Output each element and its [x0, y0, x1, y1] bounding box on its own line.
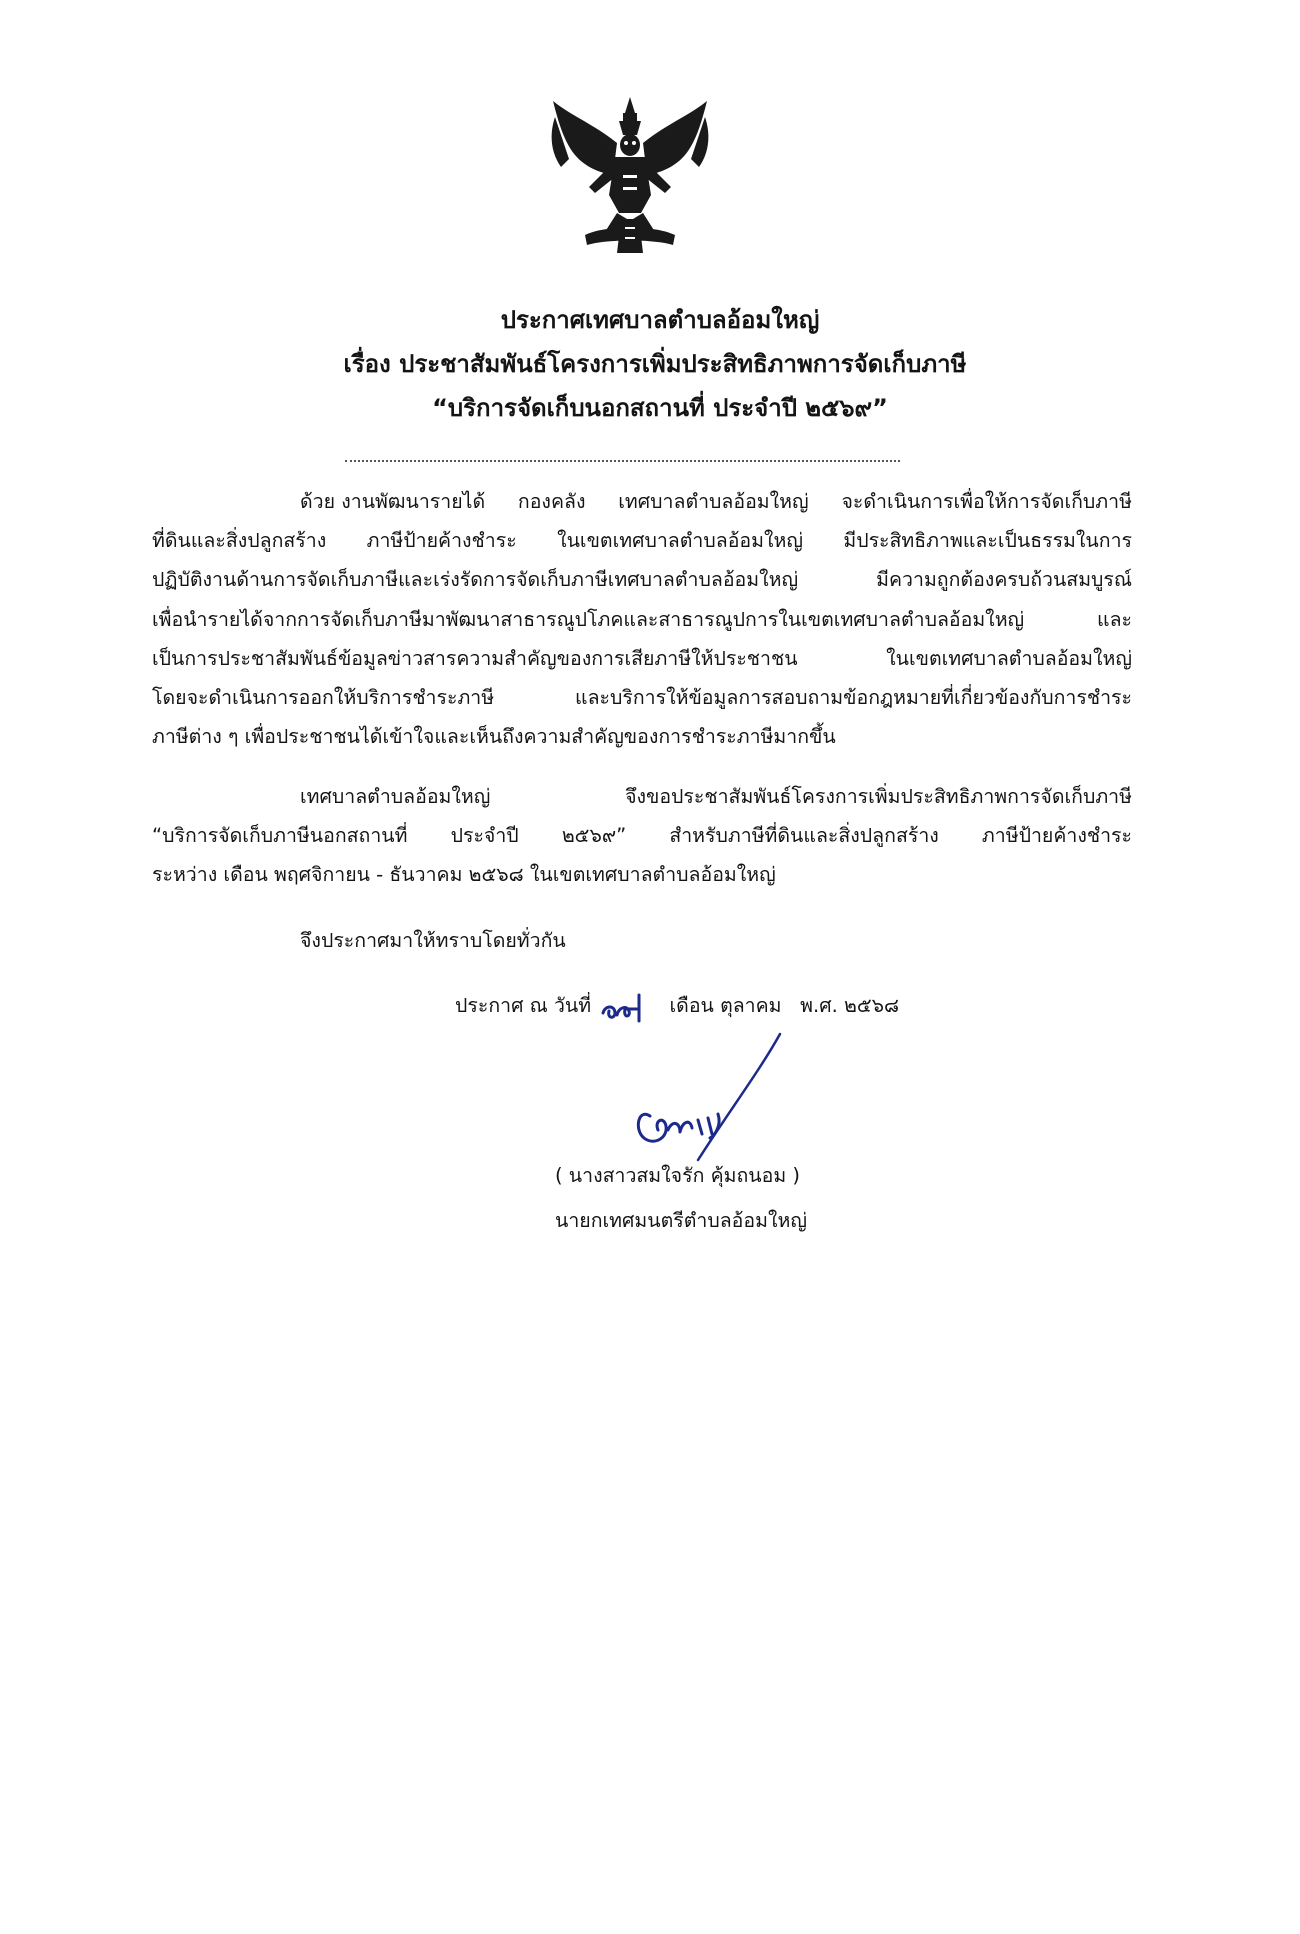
paragraph-line: ด้วย งานพัฒนารายได้ กองคลัง เทศบาลตำบลอ้อมใหญ่ จะดำเนินการเพื่อให้การจัดเก็บภาษี: [300, 490, 1132, 513]
paragraph-line: เทศบาลตำบลอ้อมใหญ่ จึงขอประชาสัมพันธ์โครงการเพิ่มประสิทธิภาพการจัดเก็บภาษี: [300, 785, 1132, 808]
title-line-1: ประกาศเทศบาลตำบลอ้อมใหญ่: [500, 306, 820, 334]
title-line-3: “บริการจัดเก็บนอกสถานที่ ประจำปี ๒๕๖๙”: [432, 394, 888, 422]
paragraph-line: ที่ดินและสิ่งปลูกสร้าง ภาษีป้ายค้างชำระ ในเขตเทศบาลตำบลอ้อมใหญ่ มีประสิทธิภาพและเป็นธรรมในการ: [152, 529, 1132, 553]
paragraph-line: เพื่อนำรายได้จากการจัดเก็บภาษีมาพัฒนาสาธารณูปโภคและสาธารณูปการในเขตเทศบาลตำบลอ้อมใหญ่ และ: [152, 607, 1132, 631]
paragraph-line: เป็นการประชาสัมพันธ์ข้อมูลข่าวสารความสำคัญของการเสียภาษีให้ประชาชน ในเขตเทศบาลตำบลอ้อมใหญ่: [152, 646, 1132, 670]
announcement-date: [455, 990, 899, 1021]
closing-statement: จึงประกาศมาให้ทราบโดยทั่วกัน: [300, 929, 566, 952]
paragraph-line: “บริการจัดเก็บภาษีนอกสถานที่ ประจำปี ๒๕๖๙” สำหรับภาษีที่ดินและสิ่งปลูกสร้าง ภาษีป้ายค้างชำระ: [152, 824, 1132, 848]
date-year: พ.ศ. ๒๕๖๘: [800, 994, 900, 1017]
body-paragraph-2: [152, 777, 1132, 895]
handwritten-day-icon: [597, 993, 663, 1023]
signer-name: ( นางสาวสมใจรัก คุ้มถนอม ): [555, 1164, 800, 1187]
paragraph-line: ปฏิบัติงานด้านการจัดเก็บภาษีและเร่งรัดการจัดเก็บภาษีเทศบาลตำบลอ้อมใหญ่ มีความถูกต้องครบถ้วนสมบูรณ์: [152, 568, 1132, 592]
garuda-emblem-icon: [545, 95, 715, 255]
title-line-2: เรื่อง ประชาสัมพันธ์โครงการเพิ่มประสิทธิภาพการจัดเก็บภาษี: [343, 350, 967, 378]
body-paragraph-1: [152, 482, 1132, 756]
paragraph-line: ระหว่าง เดือน พฤศจิกายน - ธันวาคม ๒๕๖๘ ในเขตเทศบาลตำบลอ้อมใหญ่: [152, 863, 776, 887]
announcement-title: [0, 298, 1300, 430]
paragraph-line: ภาษีต่าง ๆ เพื่อประชาชนได้เข้าใจและเห็นถึงความสำคัญของการชำระภาษีมากขึ้น: [152, 725, 836, 749]
handwritten-day: [597, 993, 663, 1021]
signer-position: นายกเทศมนตรีตำบลอ้อมใหญ่: [555, 1209, 807, 1232]
date-prefix: ประกาศ ณ วันที่: [455, 994, 592, 1017]
signature-icon: [610, 1030, 790, 1170]
title-divider: [345, 460, 900, 462]
date-month: เดือน ตุลาคม: [669, 994, 782, 1017]
paragraph-line: โดยจะดำเนินการออกให้บริการชำระภาษี และบริการให้ข้อมูลการสอบถามข้อกฎหมายที่เกี่ยวข้องกับการชำระ: [152, 685, 1132, 709]
